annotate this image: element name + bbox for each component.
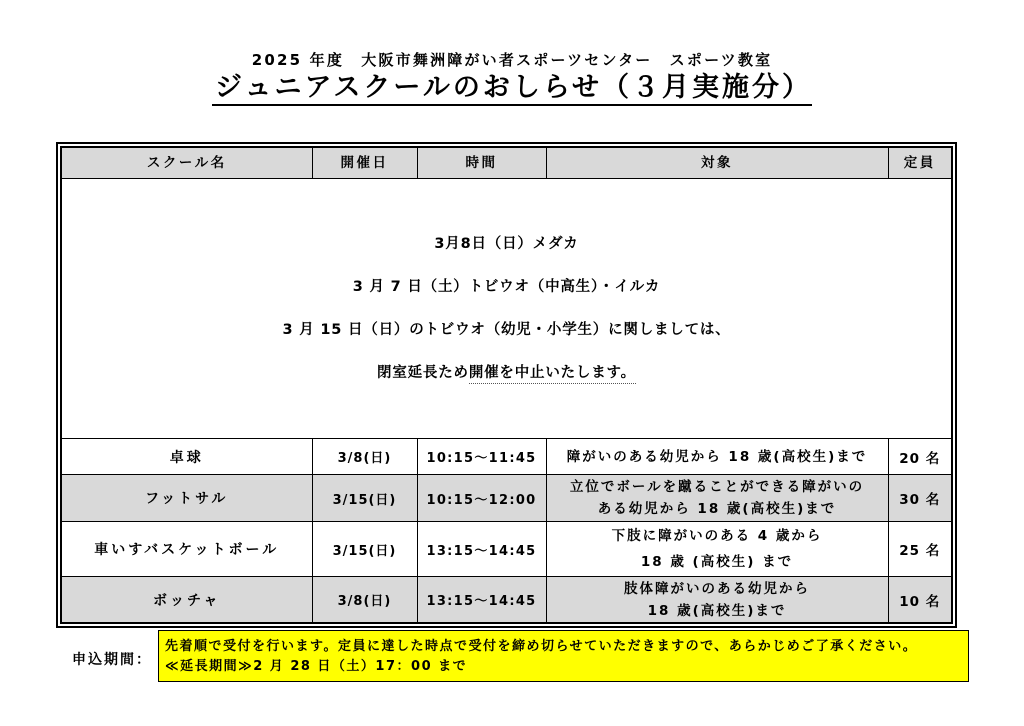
notice-line-cancellation bbox=[377, 352, 636, 395]
notice-block bbox=[62, 223, 951, 395]
notice-line-tobiuo-iruka: 3 月 7 日（土）トビウオ（中高生）・イルカ bbox=[352, 278, 661, 295]
target-line: 肢体障がいのある幼児から bbox=[624, 580, 810, 597]
header-time: 時間 bbox=[417, 148, 546, 179]
schedule-table bbox=[62, 148, 951, 622]
target-line: 18 歳(高校生)まで bbox=[647, 602, 787, 619]
cell-date: 3/15(日) bbox=[312, 522, 417, 577]
cell-date: 3/8(日) bbox=[312, 439, 417, 475]
cell-target bbox=[546, 475, 888, 522]
table-head bbox=[62, 148, 951, 179]
target-line: 障がいのある幼児から 18 歳(高校生)まで bbox=[566, 448, 868, 465]
cell-school: フットサル bbox=[62, 475, 312, 522]
target-line: 下肢に障がいのある 4 歳から bbox=[611, 528, 823, 544]
target-line: ある幼児から 18 歳(高校生)まで bbox=[597, 501, 837, 517]
application-info-box bbox=[158, 630, 969, 682]
cell-time: 13:15～14:45 bbox=[417, 522, 546, 577]
header-capacity: 定員 bbox=[888, 148, 951, 179]
cell-date: 3/15(日) bbox=[312, 475, 417, 522]
notice-line-tobiuo-kids: 3 月 15 日（日）のトビウオ（幼児・小学生）に関しましては、 bbox=[282, 321, 731, 338]
cell-capacity: 10 名 bbox=[888, 577, 951, 623]
header-date: 開催日 bbox=[312, 148, 417, 179]
page-title: ジュニアスクールのおしらせ（３月実施分） bbox=[212, 73, 812, 106]
table-row bbox=[62, 522, 951, 577]
notice-row bbox=[62, 179, 951, 439]
table-row bbox=[62, 439, 951, 475]
application-period-label: 申込期間： bbox=[72, 652, 152, 668]
header-school: スクール名 bbox=[62, 148, 312, 179]
schedule-table-frame bbox=[56, 142, 957, 628]
cell-school: ボッチャ bbox=[62, 577, 312, 623]
cell-target bbox=[546, 522, 888, 577]
application-deadline: ≪延長期間≫2 月 28 日（土）17：00 まで bbox=[165, 659, 468, 674]
cell-capacity: 30 名 bbox=[888, 475, 951, 522]
notice-line-medaka: 3月8日（日）メダカ bbox=[434, 235, 579, 252]
table-row bbox=[62, 577, 951, 623]
table-header-row bbox=[62, 148, 951, 179]
target-line: 18 歳 (高校生) まで bbox=[640, 554, 794, 570]
cell-target bbox=[546, 439, 888, 475]
application-note: 先着順で受付を行います。定員に達した時点で受付を締め切らせていただきますので、あらかじめご了承ください。 bbox=[165, 639, 918, 654]
cell-capacity: 25 名 bbox=[888, 522, 951, 577]
target-line: 立位でボールを蹴ることができる障がいの bbox=[569, 479, 865, 495]
table-body bbox=[62, 179, 951, 623]
table-row bbox=[62, 475, 951, 522]
cancellation-emphasis: 開催を中止いたします。 bbox=[469, 365, 636, 384]
cell-time: 10:15～11:45 bbox=[417, 439, 546, 475]
cell-time: 10:15～12:00 bbox=[417, 475, 546, 522]
notice-cell bbox=[62, 179, 951, 439]
page-subtitle: 2025 年度 大阪市舞洲障がい者スポーツセンター スポーツ教室 bbox=[251, 51, 773, 69]
cancellation-reason: 閉室延長ため bbox=[377, 364, 469, 381]
cell-school: 卓球 bbox=[62, 439, 312, 475]
page-title-wrapper bbox=[0, 73, 1024, 106]
header-target: 対象 bbox=[546, 148, 888, 179]
cell-capacity: 20 名 bbox=[888, 439, 951, 475]
cell-school: 車いすバスケットボール bbox=[62, 522, 312, 577]
cell-date: 3/8(日) bbox=[312, 577, 417, 623]
cell-time: 13:15～14:45 bbox=[417, 577, 546, 623]
cell-target bbox=[546, 577, 888, 623]
